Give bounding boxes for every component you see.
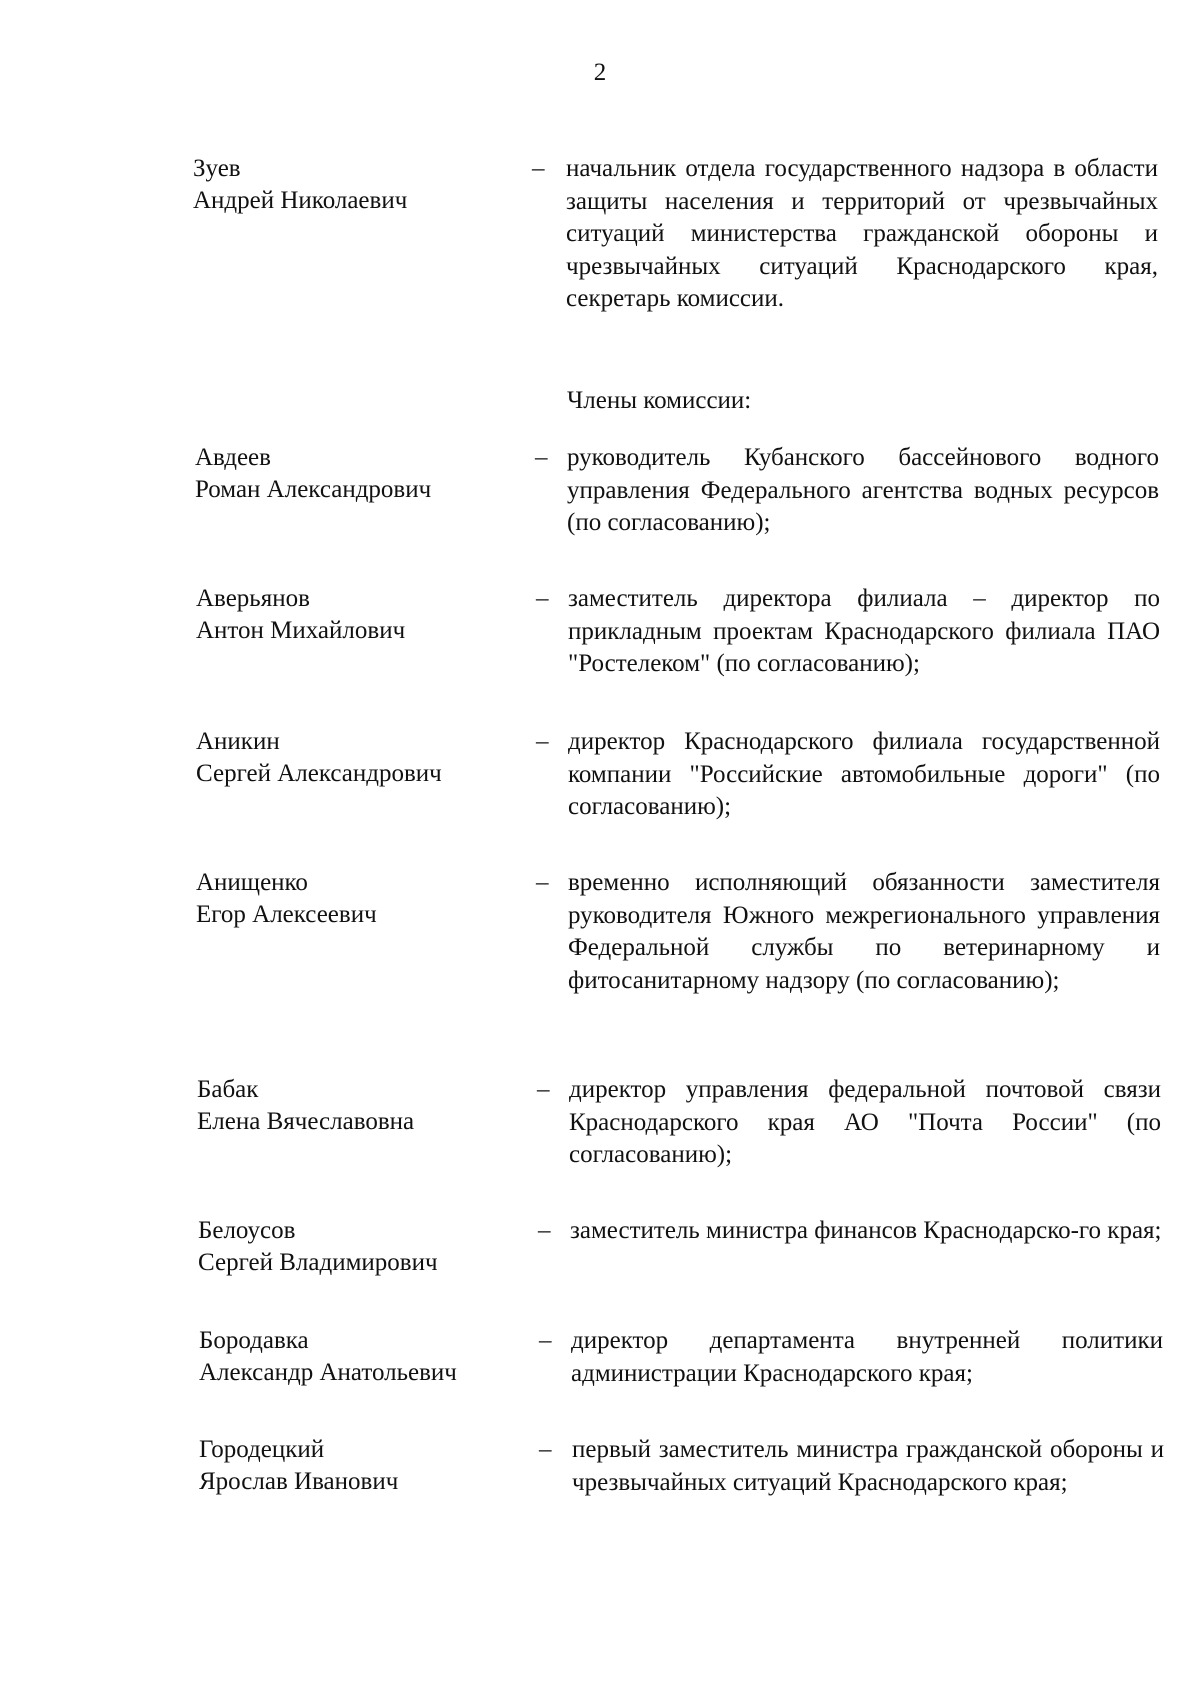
person-name bbox=[197, 1074, 517, 1138]
person-surname: Бабак bbox=[197, 1076, 259, 1103]
person-surname: Аверьянов bbox=[196, 585, 310, 612]
person-given-names: Андрей Николаевич bbox=[193, 187, 408, 214]
entry-dash: – bbox=[532, 155, 545, 182]
person-position: заместитель директора филиала – директор по прикладным проектам Краснодарского филиала ПАО "Ростелеком" (по согласованию); bbox=[568, 585, 1160, 677]
person-surname: Бородавка bbox=[199, 1327, 309, 1354]
person-given-names: Сергей Владимирович bbox=[198, 1249, 438, 1276]
person-position: директор Краснодарского филиала государственной компании "Российские автомобильные дороги" (по согласованию); bbox=[568, 728, 1160, 820]
person-given-names: Елена Вячеславовна bbox=[197, 1108, 415, 1135]
person-given-names: Сергей Александрович bbox=[196, 760, 442, 787]
entry-dash: – bbox=[538, 1217, 551, 1244]
person-surname: Авдеев bbox=[195, 444, 271, 471]
person-surname: Аникин bbox=[196, 728, 280, 755]
page-number: 2 bbox=[593, 59, 607, 86]
person-name bbox=[195, 442, 515, 506]
entry-dash: – bbox=[537, 1076, 550, 1103]
person-name bbox=[196, 583, 516, 647]
person-name bbox=[196, 726, 516, 790]
person-name bbox=[193, 153, 513, 217]
person-surname: Зуев bbox=[193, 155, 241, 182]
person-surname: Анищенко bbox=[196, 869, 308, 896]
person-name bbox=[198, 1215, 518, 1279]
person-given-names: Роман Александрович bbox=[195, 476, 432, 503]
entry-dash: – bbox=[539, 1436, 552, 1463]
person-surname: Белоусов bbox=[198, 1217, 296, 1244]
person-surname: Городецкий bbox=[199, 1436, 325, 1463]
person-position: директор управления федеральной почтовой связи Краснодарского края АО "Почта России" (по согласованию); bbox=[569, 1076, 1161, 1168]
person-given-names: Антон Михайлович bbox=[196, 617, 406, 644]
person-position: директор департамента внутренней политики администрации Краснодарского края; bbox=[571, 1327, 1163, 1387]
person-name bbox=[196, 867, 516, 931]
entry-dash: – bbox=[536, 728, 549, 755]
person-given-names: Ярослав Иванович bbox=[199, 1468, 399, 1495]
entry-dash: – bbox=[535, 444, 548, 471]
person-position: временно исполняющий обязанности заместителя руководителя Южного межрегионального управления Федеральной службы по ветеринарному и фитосанитарному надзору (по согласованию); bbox=[568, 869, 1160, 994]
person-position: заместитель министра финансов Краснодарско-го края; bbox=[570, 1217, 1162, 1244]
entry-dash: – bbox=[536, 585, 549, 612]
person-given-names: Александр Анатольевич bbox=[199, 1359, 457, 1386]
entry-dash: – bbox=[536, 869, 549, 896]
members-heading: Члены комиссии: bbox=[567, 387, 752, 414]
entry-dash: – bbox=[539, 1327, 552, 1354]
person-given-names: Егор Алексеевич bbox=[196, 901, 377, 928]
person-position: начальник отдела государственного надзора в области защиты населения и территорий от чрезвычайных ситуаций министерства гражданской обороны и чрезвычайных ситуаций Краснодарского края, секретарь комиссии. bbox=[566, 155, 1158, 312]
person-position: руководитель Кубанского бассейнового водного управления Федерального агентства водных ресурсов (по согласованию); bbox=[567, 444, 1159, 536]
person-name bbox=[199, 1325, 519, 1389]
person-name bbox=[199, 1434, 519, 1498]
person-position: первый заместитель министра гражданской обороны и чрезвычайных ситуаций Краснодарского края; bbox=[572, 1436, 1164, 1496]
